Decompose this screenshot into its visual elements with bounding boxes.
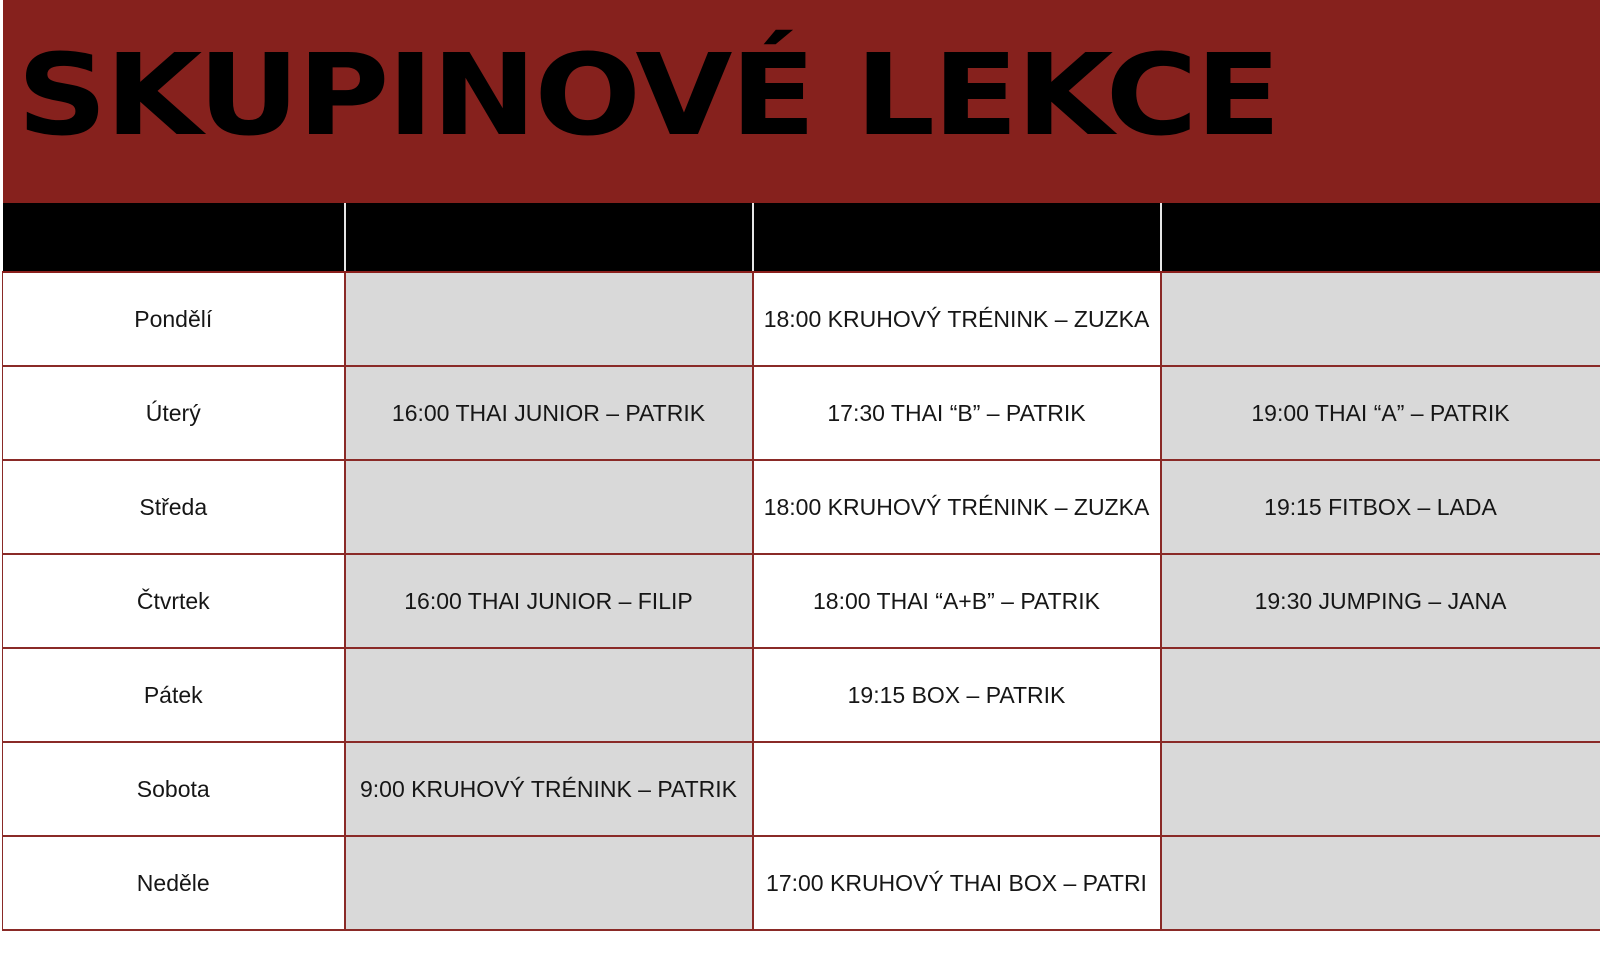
lesson-cell [1161, 554, 1600, 648]
lesson-cell [345, 836, 753, 930]
day-label: Pátek [143, 681, 203, 708]
day-label: Středa [139, 493, 208, 520]
lesson-label: 18:00 KRUHOVÝ TRÉNINK – ZUZKA [763, 493, 1150, 520]
lesson-label: 17:00 KRUHOVÝ THAI BOX – PATRI [766, 869, 1147, 896]
day-cell [3, 554, 345, 648]
lesson-cell [1161, 460, 1600, 554]
header-cell-slot1 [345, 203, 753, 272]
table-row [3, 648, 1600, 742]
lesson-label: 19:15 BOX – PATRIK [847, 681, 1066, 708]
lesson-cell [345, 742, 753, 836]
table-row [3, 366, 1600, 460]
lesson-label: 16:00 THAI JUNIOR – PATRIK [391, 399, 706, 426]
lesson-cell [345, 460, 753, 554]
header-cell-day [3, 203, 345, 272]
lesson-cell [753, 554, 1161, 648]
lesson-cell [753, 460, 1161, 554]
lesson-cell [345, 554, 753, 648]
lesson-cell [753, 272, 1161, 366]
lesson-cell [345, 648, 753, 742]
lesson-cell [753, 366, 1161, 460]
table-row [3, 742, 1600, 836]
day-cell [3, 366, 345, 460]
lesson-label: 16:00 THAI JUNIOR – FILIP [404, 587, 693, 614]
lesson-label: 19:00 THAI “A” – PATRIK [1251, 399, 1510, 426]
day-label: Pondělí [134, 305, 213, 332]
lesson-cell [1161, 836, 1600, 930]
day-label: Úterý [145, 399, 201, 426]
lesson-label: 19:30 JUMPING – JANA [1254, 587, 1507, 614]
day-cell [3, 272, 345, 366]
schedule-table [2, 203, 1600, 931]
lesson-cell [1161, 742, 1600, 836]
table-header-row [3, 203, 1600, 272]
lesson-cell [753, 648, 1161, 742]
lesson-cell [1161, 648, 1600, 742]
header-cell-slot3 [1161, 203, 1600, 272]
header-cell-slot2 [753, 203, 1161, 272]
day-cell [3, 460, 345, 554]
lesson-cell [753, 742, 1161, 836]
lesson-label: 17:30 THAI “B” – PATRIK [827, 399, 1086, 426]
table-row [3, 554, 1600, 648]
table-row [3, 836, 1600, 930]
lesson-label: 19:15 FITBOX – LADA [1264, 493, 1497, 520]
day-cell [3, 742, 345, 836]
day-label: Sobota [136, 775, 210, 802]
table-row [3, 460, 1600, 554]
table-row [3, 272, 1600, 366]
lesson-label: 18:00 KRUHOVÝ TRÉNINK – ZUZKA [763, 305, 1150, 332]
lesson-cell [345, 366, 753, 460]
day-label: Čtvrtek [136, 587, 210, 614]
lesson-cell [1161, 366, 1600, 460]
header-banner [3, 0, 1600, 203]
day-cell [3, 648, 345, 742]
day-label: Neděle [136, 869, 210, 896]
page-title: SKUPINOVÉ LEKCE [17, 31, 1279, 161]
lesson-cell [345, 272, 753, 366]
day-cell [3, 836, 345, 930]
lesson-cell [1161, 272, 1600, 366]
lesson-label: 9:00 KRUHOVÝ TRÉNINK – PATRIK [359, 775, 738, 802]
lesson-label: 18:00 THAI “A+B” – PATRIK [813, 587, 1100, 614]
lesson-cell [753, 836, 1161, 930]
